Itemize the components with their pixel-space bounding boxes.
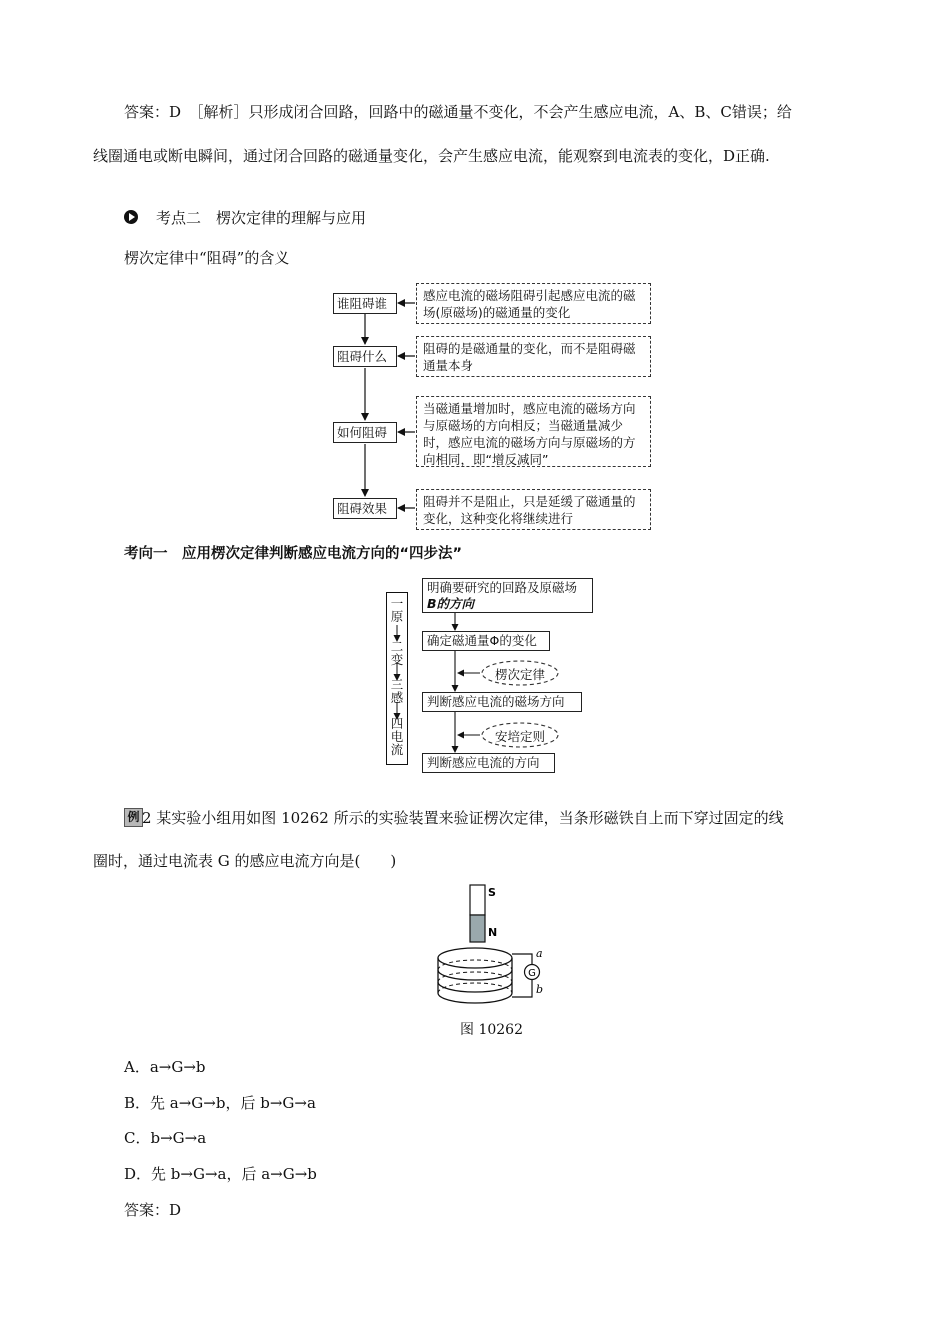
example-badge: 例	[124, 808, 143, 827]
diagram2-side-step-2: 二变	[390, 639, 404, 667]
diagram2-rule-2: 安培定则	[494, 729, 545, 744]
diagram1-label-effect: 阻碍效果	[333, 498, 397, 519]
example-line-2: 圈时，通过电流表 G 的感应电流方向是( )	[93, 852, 397, 870]
diagram2-step-3: 判断感应电流的磁场方向	[422, 692, 582, 712]
diagram2-step-2: 确定磁通量Φ的变化	[422, 631, 550, 651]
figure-label-s: S	[488, 886, 496, 899]
example-line-1: 2 某实验小组用如图 10262 所示的实验装置来验证楞次定律，当条形磁铁自上而下穿过固定的线	[142, 809, 784, 827]
diagram1-label-how: 如何阻碍	[333, 422, 397, 443]
diagram2-side-step-3: 三感	[390, 677, 404, 705]
option-a: A．a→G→b	[124, 1058, 206, 1076]
diagram2-step-1-line-2: B的方向	[427, 596, 475, 611]
diagram1-label-who: 谁阻碍谁	[333, 293, 397, 314]
answer: 答案：D	[124, 1201, 182, 1219]
direction-title: 考向一 应用楞次定律判断感应电流方向的“四步法”	[124, 546, 463, 562]
figure-caption: 图 10262	[460, 1022, 523, 1038]
figure-label-a: a	[536, 947, 543, 960]
prev-answer-line-2: 线圈通电或断电瞬间，通过闭合回路的磁通量变化，会产生感应电流，能观察到电流表的变化，D正确.	[93, 147, 770, 165]
diagram1-label-what: 阻碍什么	[333, 346, 397, 367]
section-title: 考点二 楞次定律的理解与应用	[156, 209, 367, 227]
diagram1-desc-how: 当磁通量增加时，感应电流的磁场方向与原磁场的方向相反；当磁通量减少时，感应电流的磁场方向与原磁场的方向相同，即“增反减同”	[416, 396, 651, 467]
diagram1-desc-effect: 阻碍并不是阻止，只是延缓了磁通量的变化，这种变化将继续进行	[416, 489, 651, 530]
diagram2-rule-1: 楞次定律	[494, 667, 545, 682]
diagram2-step-4: 判断感应电流的方向	[422, 753, 555, 773]
intro-text: 楞次定律中“阻碍”的含义	[124, 249, 290, 267]
figure-label-g: G	[528, 968, 536, 979]
option-c: C．b→G→a	[124, 1129, 207, 1147]
prev-answer-line-1: 答案：D ［解析］只形成闭合回路，回路中的磁通量不变化，不会产生感应电流，A、B、C错误；给	[124, 103, 792, 121]
diagram2-step-1-line-1: 明确要研究的回路及原磁场	[427, 580, 578, 595]
diagram1-desc-who: 感应电流的磁场阻碍引起感应电流的磁场(原磁场)的磁通量的变化	[416, 283, 651, 324]
diagram2-side-step-1: 一原	[390, 596, 404, 624]
diagram2-side-step-4: 四电流	[390, 716, 404, 757]
figure-label-b: b	[536, 983, 544, 996]
diagram1-desc-what: 阻碍的是磁通量的变化，而不是阻碍磁通量本身	[416, 336, 651, 377]
figure-label-n: N	[488, 926, 498, 939]
option-b: B．先 a→G→b，后 b→G→a	[124, 1094, 316, 1112]
magnet-n-pole	[470, 915, 485, 942]
option-d: D．先 b→G→a，后 a→G→b	[124, 1165, 317, 1183]
